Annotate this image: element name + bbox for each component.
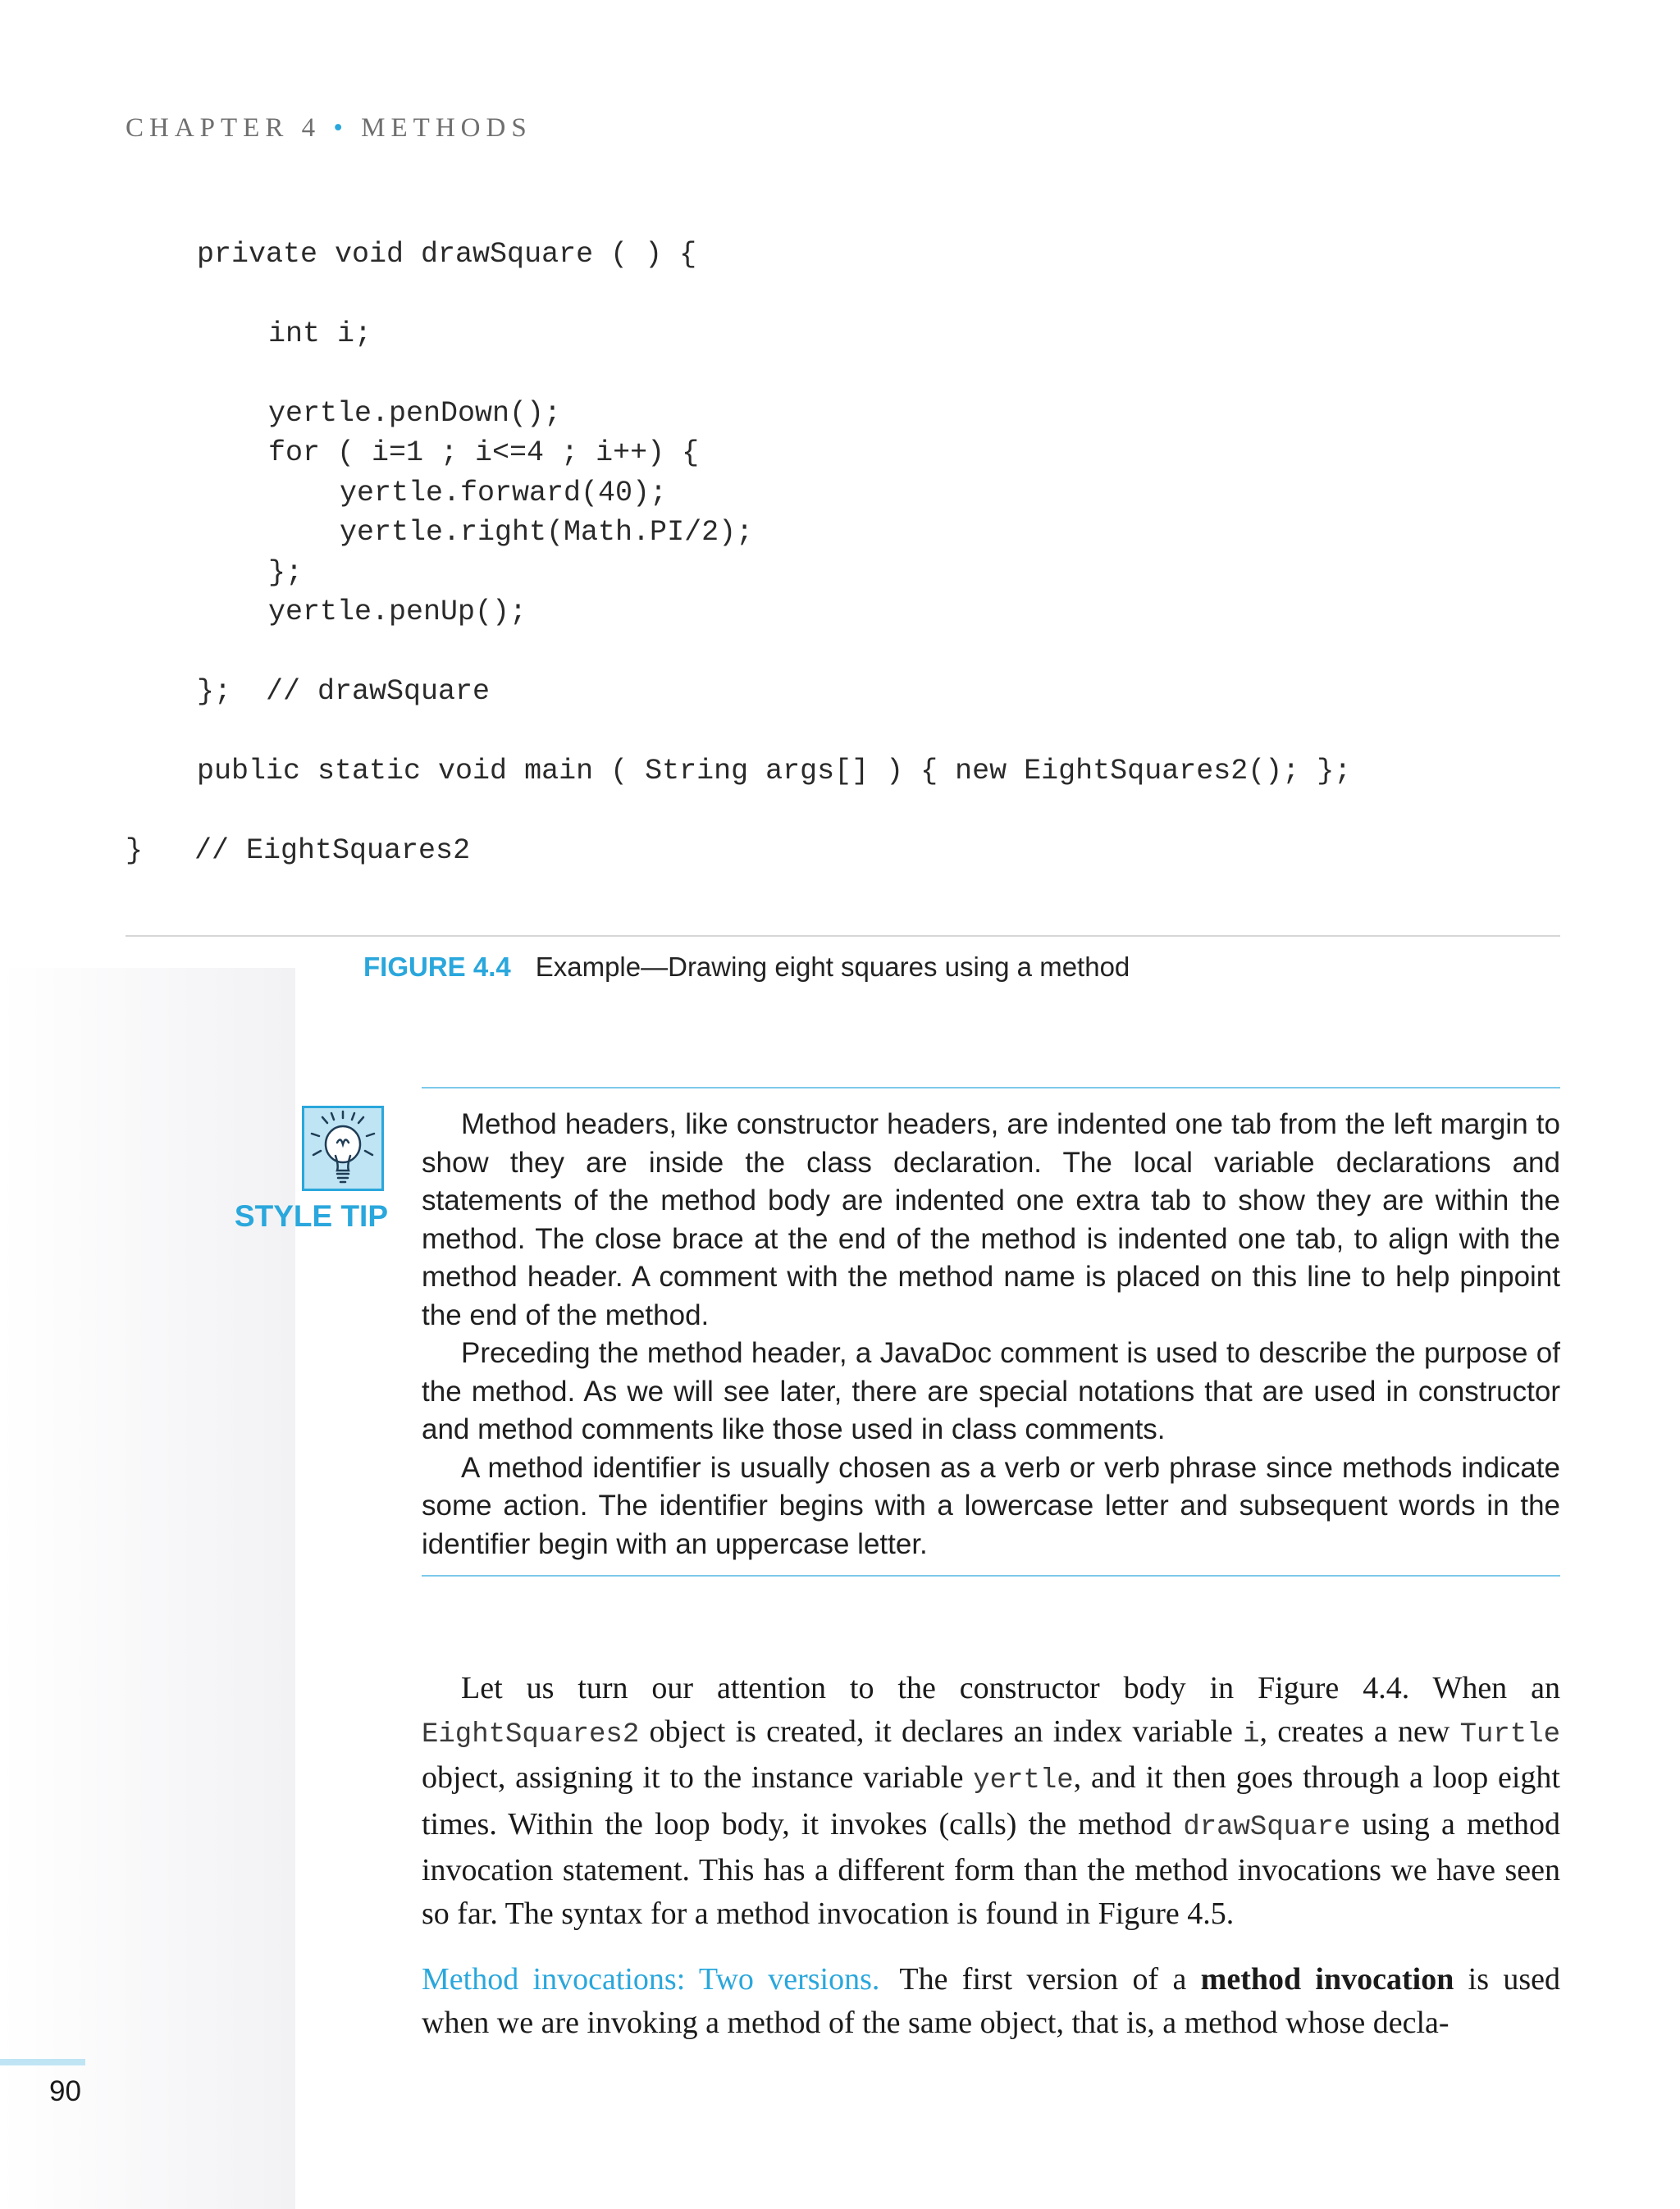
- section-heading: Method invocations: Two versions.: [422, 1962, 880, 1997]
- code-line: };: [268, 556, 304, 589]
- code-line: }; // drawSquare: [197, 675, 491, 708]
- running-head: [126, 113, 532, 144]
- code-line: public static void main ( String args[] ) { new EightSquares2(); };: [197, 755, 1352, 787]
- body-text-run: The first version of a: [899, 1962, 1201, 1997]
- style-tip-top-rule: [422, 1087, 1560, 1089]
- lightbulb-icon: [302, 1106, 384, 1191]
- body-text-run: object is created, it declares an index variable: [639, 1714, 1244, 1749]
- style-tip-bottom-rule: [422, 1575, 1560, 1577]
- body-text-run: using a method invocation statement. This has a different form than the method invocations we have seen so far. The syntax for a method invocation is found in Figure 4.5.: [422, 1806, 1560, 1931]
- margin-shading: [0, 968, 295, 2209]
- running-head-chapter: CHAPTER 4: [126, 113, 322, 143]
- body-text-run: object, assigning it to the instance variable: [422, 1760, 974, 1795]
- figure-caption-text: Example—Drawing eight squares using a method: [535, 952, 1130, 982]
- style-tip-paragraph: Method headers, like constructor headers, are indented one tab from the left margin to show they are inside the class declaration. The local variable declarations and statements of the method body are indented one extra tab to show they are within the method. The close brace at the end of the method is indented one tab, to align with the method header. A comment with the method name is placed on this line to help pinpoint the end of the method.: [422, 1108, 1560, 1331]
- code-line: private void drawSquare ( ) {: [197, 238, 697, 271]
- body-text-run: , and it then goes through a loop eight times. Within the loop body, it invokes (calls) the method: [422, 1760, 1560, 1842]
- code-line: for ( i=1 ; i<=4 ; i++) {: [268, 436, 700, 469]
- inline-code: i: [1243, 1718, 1260, 1750]
- body-text: [422, 1667, 1560, 2044]
- code-line: } // EightSquares2: [126, 834, 471, 867]
- running-head-title: METHODS: [361, 113, 532, 143]
- inline-code: EightSquares2: [422, 1718, 640, 1750]
- code-line: yertle.forward(40);: [340, 477, 668, 509]
- figure-number: FIGURE 4.4: [363, 952, 511, 982]
- page-number-bar: [0, 2059, 85, 2065]
- style-tip-paragraph: A method identifier is usually chosen as a verb or verb phrase since methods indicate some action. The identifier begins with a lowercase letter and subsequent words in the identifier begin with an uppercase letter.: [422, 1451, 1560, 1560]
- inline-code: drawSquare: [1183, 1811, 1351, 1843]
- body-text-run: is used when we are invoking a method of the same object, that is, a method whose decla-: [422, 1962, 1560, 2040]
- body-paragraph: [422, 1958, 1560, 2044]
- code-line: int i;: [268, 317, 372, 350]
- code-line: yertle.right(Math.PI/2);: [340, 516, 754, 549]
- body-text-run: , creates a new: [1259, 1714, 1460, 1749]
- page-number: 90: [49, 2075, 81, 2107]
- body-text-run: Let us turn our attention to the constructor body in Figure 4.4. When an: [461, 1671, 1560, 1705]
- code-line: yertle.penDown();: [268, 397, 562, 430]
- style-tip-label: STYLE TIP: [234, 1199, 388, 1233]
- figure-caption: [363, 952, 1130, 983]
- style-tip-text: [422, 1106, 1560, 1563]
- inline-code: yertle: [973, 1765, 1074, 1796]
- running-head-separator: •: [333, 113, 349, 143]
- figure-rule: [126, 935, 1560, 937]
- key-term: method invocation: [1200, 1962, 1454, 1997]
- inline-code: Turtle: [1459, 1718, 1561, 1750]
- style-tip-paragraph: Preceding the method header, a JavaDoc comment is used to describe the purpose of the method. As we will see later, there are special notations that are used in constructor and method comments like those used in class comments.: [422, 1337, 1560, 1445]
- code-line: yertle.penUp();: [268, 596, 527, 628]
- body-paragraph: [422, 1667, 1560, 1935]
